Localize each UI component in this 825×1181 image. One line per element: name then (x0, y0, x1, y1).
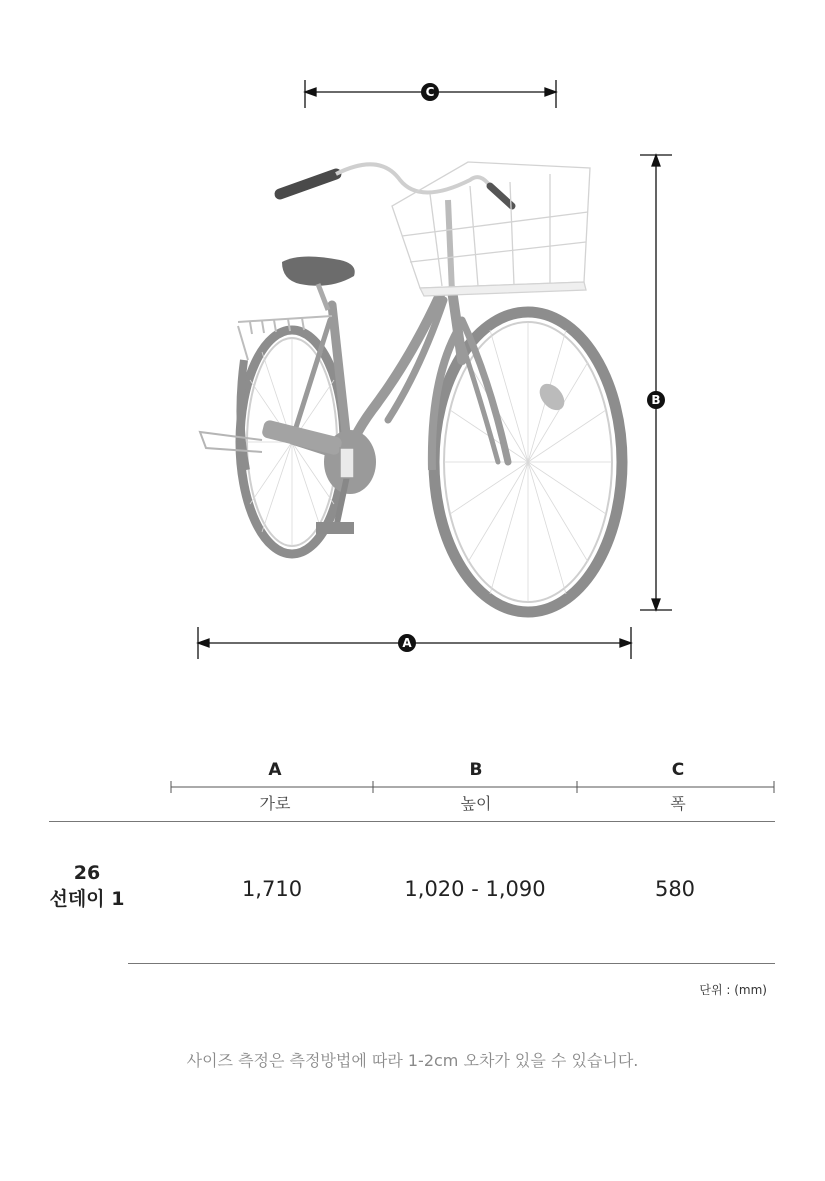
dimension-b-marker: B (647, 391, 665, 409)
table-bottom-rule (128, 963, 775, 964)
saddle (282, 256, 355, 310)
chain-guard (261, 419, 376, 534)
measurement-note: 사이즈 측정은 측정방법에 따라 1-2cm 오차가 있을 수 있습니다. (186, 1051, 639, 1070)
column-c-header: C (671, 760, 685, 780)
front-basket (392, 162, 590, 296)
dimension-a-marker: A (398, 634, 416, 652)
column-a-label: 가로 (259, 794, 291, 813)
value-length: 1,710 (241, 877, 303, 901)
model-name: 선데이 1 (49, 888, 125, 910)
column-b-label: 높이 (460, 794, 492, 813)
value-height: 1,020 - 1,090 (404, 877, 546, 901)
dimension-c-marker: C (421, 83, 439, 101)
table-top-rule (49, 821, 775, 822)
value-width: 580 (654, 877, 696, 901)
column-b-header: B (469, 760, 483, 780)
unit-label: 단위 : (mm) (699, 983, 767, 997)
column-c-label: 폭 (670, 794, 686, 813)
dimension-b-line (640, 155, 672, 610)
column-a-header: A (268, 760, 282, 780)
model-size: 26 (73, 862, 101, 884)
